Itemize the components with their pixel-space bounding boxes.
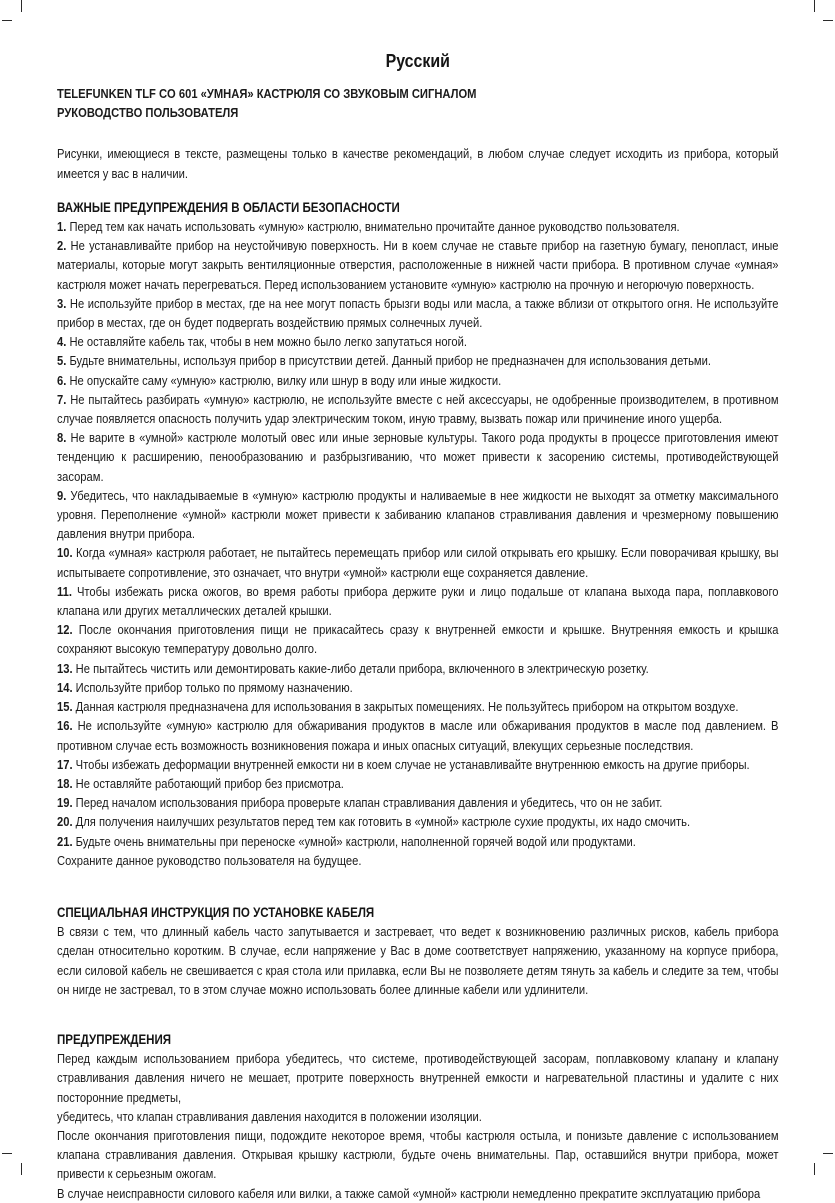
safety-item-number: 16. — [57, 718, 73, 734]
safety-item: 18. Не оставляйте работающий прибор без присмотра. — [57, 775, 344, 791]
warning-paragraph: После окончания приготовления пищи, подождите некоторое время, чтобы кастрюля остыла, и понизьте давление с использованием клапана стравливания давления. Открывая крышку кастрюли, будьте очень внимательны. Пар, оставшийся внутри прибора, может привести к серьезным ожогам. — [57, 1127, 779, 1182]
warning-paragraph: Перед каждым использованием прибора убедитесь, что системе, противодействующей засорам, поплавковому клапану и клапану стравливания давления ничего не мешает, протрите поверхность внутренней емкости и нагревательной пластины и удалите с них посторонние предметы, — [57, 1051, 779, 1105]
safety-item-number: 21. — [57, 833, 73, 849]
safety-item: 10. Когда «умная» кастрюля работает, не пытайтесь перемещать прибор или силой открывать его крышку. Если поворачивая крышку, вы испытываете сопротивление, это означает, что внутри «умной» кастрюли еще сохраняется давление. — [57, 545, 779, 580]
safety-closing-line: Сохраните данное руководство пользователя на будущее. — [57, 852, 362, 868]
safety-item-number: 5. — [57, 353, 67, 369]
cable-section-heading: СПЕЦИАЛЬНАЯ ИНСТРУКЦИЯ ПО УСТАНОВКЕ КАБЕЛЯ — [57, 904, 375, 920]
safety-item-number: 4. — [57, 334, 67, 350]
manual-subtitle: РУКОВОДСТВО ПОЛЬЗОВАТЕЛЯ — [57, 105, 239, 121]
safety-item: 4. Не оставляйте кабель так, чтобы в нем можно было легко запутаться ногой. — [57, 334, 467, 350]
safety-items-list — [57, 217, 779, 851]
safety-item: 20. Для получения наилучших результатов перед тем как готовить в «умной» кастрюле сухие продукты, их надо смочить. — [57, 814, 691, 830]
safety-item-number: 20. — [57, 814, 73, 830]
safety-item-number: 6. — [57, 372, 67, 388]
crop-mark-top-right-vertical — [814, 0, 815, 12]
safety-item: 5. Будьте внимательны, используя прибор в присутствии детей. Данный прибор не предназначен для использования детьми. — [57, 353, 711, 369]
safety-item-number: 18. — [57, 775, 73, 791]
safety-item: 19. Перед началом использования прибора проверьте клапан стравливания давления и убедитесь, что он не забит. — [57, 795, 663, 811]
intro-paragraph: Рисунки, имеющиеся в тексте, размещены только в качестве рекомендаций, в любом случае следует исходить из прибора, который имеется у вас в наличии. — [57, 146, 779, 181]
safety-item-number: 7. — [57, 391, 67, 407]
safety-item-number: 3. — [57, 295, 67, 311]
safety-item-number: 19. — [57, 795, 73, 811]
crop-mark-bottom-right-vertical — [814, 1163, 815, 1175]
safety-item: 1. Перед тем как начать использовать «умную» кастрюлю, внимательно прочитайте данное руководство пользователя. — [57, 219, 680, 235]
page-content — [57, 0, 779, 1203]
safety-item: 17. Чтобы избежать деформации внутренней емкости ни в коем случае не устанавливайте внутреннюю емкость на другие приборы. — [57, 756, 750, 772]
crop-mark-bottom-left-horizontal — [2, 1153, 12, 1154]
safety-item-number: 11. — [57, 583, 72, 599]
safety-item: 14. Используйте прибор только по прямому назначению. — [57, 679, 353, 695]
safety-item: 15. Данная кастрюля предназначена для использования в закрытых помещениях. Не пользуйтесь прибором на открытом воздухе. — [57, 699, 739, 715]
cable-paragraph: В связи с тем, что длинный кабель часто запутывается и застревает, что ведет к возникновению различных рисков, кабель прибора сделан относительно коротким. В случае, если напряжение у Вас в доме соответствует напряжению, указанному на корпусе прибора, если силовой кабель не свешивается с края стола или прилавка, если Вы не позволяете детям тянуть за кабель и следите за тем, чтобы он нигде не застревал, то в этом случае можно использовать более длинные кабели или удлинители. — [57, 924, 779, 997]
safety-item: 11. Чтобы избежать риска ожогов, во время работы прибора держите руки и лицо подальше от клапана выхода пара, поплавкового клапана или других металлических деталей крышки. — [57, 583, 779, 619]
safety-item: 8. Не варите в «умной» кастрюле молотый овес или иные зерновые культуры. Такого рода продукты в процессе приготовления имеют тенденцию к расширению, пенообразованию и разбрызгиванию, что может привести к засорению системы, противодействующей засорам. — [57, 430, 779, 484]
warnings-section-heading: ПРЕДУПРЕЖДЕНИЯ — [57, 1031, 172, 1047]
product-title: TELEFUNKEN TLF CO 601 «УМНАЯ» КАСТРЮЛЯ СО ЗВУКОВЫМ СИГНАЛОМ — [57, 86, 477, 101]
safety-item: 3. Не используйте прибор в местах, где на нее могут попасть брызги воды или масла, а также вблизи от открытого огня. Не используйте прибор в местах, где он будет подвергать воздействию прямых солнечных лучей. — [57, 295, 779, 331]
crop-mark-top-right-horizontal — [823, 20, 833, 21]
safety-item-number: 15. — [57, 699, 73, 715]
crop-mark-top-left-vertical — [21, 0, 22, 12]
warnings-paragraphs — [57, 1049, 779, 1203]
safety-item: 16. Не используйте «умную» кастрюлю для обжаривания продуктов в масле или обжаривания продуктов в масле под давлением. В противном случае есть возможность возникновения пожара и иных опасных ситуаций, влекущих серьезные последствия. — [57, 718, 779, 753]
safety-item: 21. Будьте очень внимательны при переноске «умной» кастрюли, наполненной горячей водой или продуктами. — [57, 833, 636, 849]
crop-mark-bottom-right-horizontal — [823, 1153, 833, 1154]
safety-item-number: 9. — [57, 487, 67, 503]
safety-item-number: 17. — [57, 756, 73, 772]
safety-item: 6. Не опускайте саму «умную» кастрюлю, вилку или шнур в воду или иные жидкости. — [57, 372, 502, 388]
crop-mark-bottom-left-vertical — [21, 1163, 22, 1175]
crop-mark-top-left-horizontal — [2, 20, 12, 21]
safety-section-heading: ВАЖНЫЕ ПРЕДУПРЕЖДЕНИЯ В ОБЛАСТИ БЕЗОПАСНОСТИ — [57, 199, 400, 215]
language-title: Русский — [385, 50, 450, 71]
safety-item-number: 1. — [57, 219, 67, 235]
safety-item: 9. Убедитесь, что накладываемые в «умную» кастрюлю продукты и наливаемые в нее жидкости не выходят за отметку максимального уровня. Переполнение «умной» кастрюли может привести к забиванию клапанов стравливания давления и чрезмерному повышению давления внутри прибора. — [57, 487, 779, 542]
safety-item-number: 10. — [57, 545, 73, 561]
safety-item: 7. Не пытайтесь разбирать «умную» кастрюлю, не используйте вместе с ней аксессуары, не одобренные производителем, в противном случае появляется опасность получить удар электрическим током, иную травму, вызвать пожар или причинение иного ущерба. — [57, 391, 779, 427]
safety-item-number: 13. — [57, 660, 73, 676]
safety-item-number: 14. — [57, 679, 73, 695]
safety-item-number: 8. — [57, 430, 67, 446]
warning-paragraph: убедитесь, что клапан стравливания давления находится в положении изоляции. — [57, 1108, 482, 1124]
safety-item: 13. Не пытайтесь чистить или демонтировать какие-либо детали прибора, включенного в электрическую розетку. — [57, 660, 649, 676]
safety-item: 2. Не устанавливайте прибор на неустойчивую поверхность. Ни в коем случае не ставьте прибор на газетную бумагу, пенопласт, иные материалы, которые могут закрыть вентиляционные отверстия, расположенные в нижней части прибора. В противном случае «умная» кастрюля может начать перегреваться. Перед использованием установите «умную» кастрюлю на прочную и негорючую поверхность. — [57, 238, 779, 292]
safety-item-number: 2. — [57, 238, 67, 254]
safety-item-number: 12. — [57, 622, 73, 638]
warning-paragraph: В случае неисправности силового кабеля или вилки, а также самой «умной» кастрюли немедленно прекратите эксплуатацию прибора — [57, 1185, 761, 1201]
safety-item: 12. После окончания приготовления пищи не прикасайтесь сразу к внутренней емкости и крышке. Внутренняя емкость и крышка сохраняют высокую температуру довольно долго. — [57, 622, 779, 657]
